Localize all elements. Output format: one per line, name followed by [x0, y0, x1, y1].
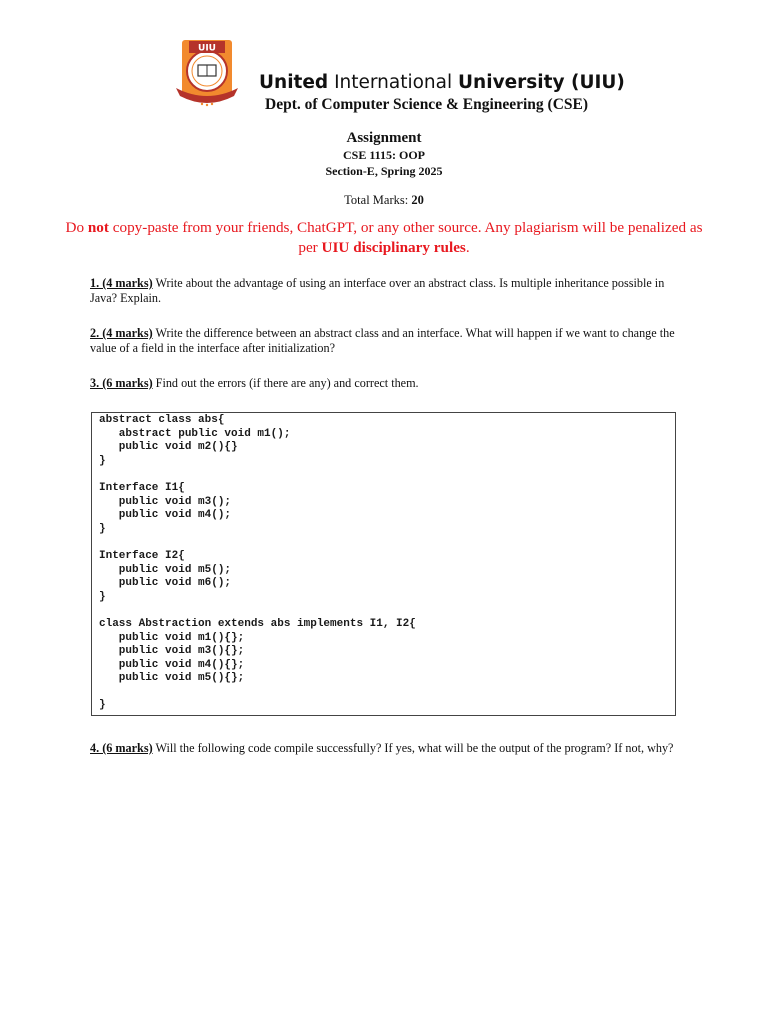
code-listing-box	[91, 412, 676, 716]
warning-text: Do	[65, 219, 88, 236]
uni-word-university: University (UIU)	[458, 72, 625, 93]
assignment-title-block	[0, 130, 768, 208]
question-number: 1. (4 marks)	[90, 276, 153, 290]
page-header	[172, 38, 625, 113]
question-2	[90, 326, 680, 357]
question-number: 2. (4 marks)	[90, 326, 153, 340]
question-number: 3. (6 marks)	[90, 376, 153, 390]
total-marks-value: 20	[411, 193, 424, 207]
section-term: Section-E, Spring 2025	[325, 164, 443, 178]
warning-text-cont: copy-paste from your friends, ChatGPT, or any other source. Any plagiarism will be penalized as per	[108, 219, 703, 256]
total-marks	[0, 192, 768, 208]
uiu-logo	[172, 38, 242, 110]
svg-text:UIU: UIU	[198, 43, 216, 54]
question-text: Will the following code compile successfully? If yes, what will be the output of the program? If not, why?	[152, 741, 674, 755]
total-marks-label: Total Marks:	[344, 193, 412, 207]
uni-word-united: United	[259, 72, 329, 93]
assignment-title: Assignment	[346, 130, 422, 146]
university-name	[259, 72, 625, 94]
question-4	[90, 741, 680, 756]
question-1	[90, 276, 680, 307]
warning-rules: UIU disciplinary rules	[321, 239, 466, 256]
department-name: Dept. of Computer Science & Engineering (CSE)	[265, 96, 589, 113]
question-number: 4. (6 marks)	[90, 741, 153, 755]
question-text: Find out the errors (if there are any) and correct them.	[152, 376, 419, 390]
uni-word-international: International	[334, 72, 453, 93]
question-3	[90, 376, 680, 391]
code-listing: abstract class abs{ abstract public void m1(); public void m2(){} } Interface I1{ public void m3(); public void m4(); } Interface I2{ public void m5(); public void m6(); } class Abstraction extends abs implements I1, I2{ public void m1(){}; public void m3(){}; public void m4(){}; public void m5(){}; }	[99, 414, 416, 712]
question-text: Write the difference between an abstract class and an interface. What will happen if we want to change the value of a field in the interface after initialization?	[90, 326, 675, 356]
question-text: Write about the advantage of using an interface over an abstract class. Is multiple inheritance possible in Java? Explain.	[90, 276, 665, 306]
course-code: CSE 1115: OOP	[342, 148, 425, 162]
uiu-logo-seal-icon	[172, 38, 242, 110]
warning-not: not	[87, 219, 109, 236]
warning-end: .	[465, 239, 470, 256]
plagiarism-warning	[60, 218, 708, 258]
